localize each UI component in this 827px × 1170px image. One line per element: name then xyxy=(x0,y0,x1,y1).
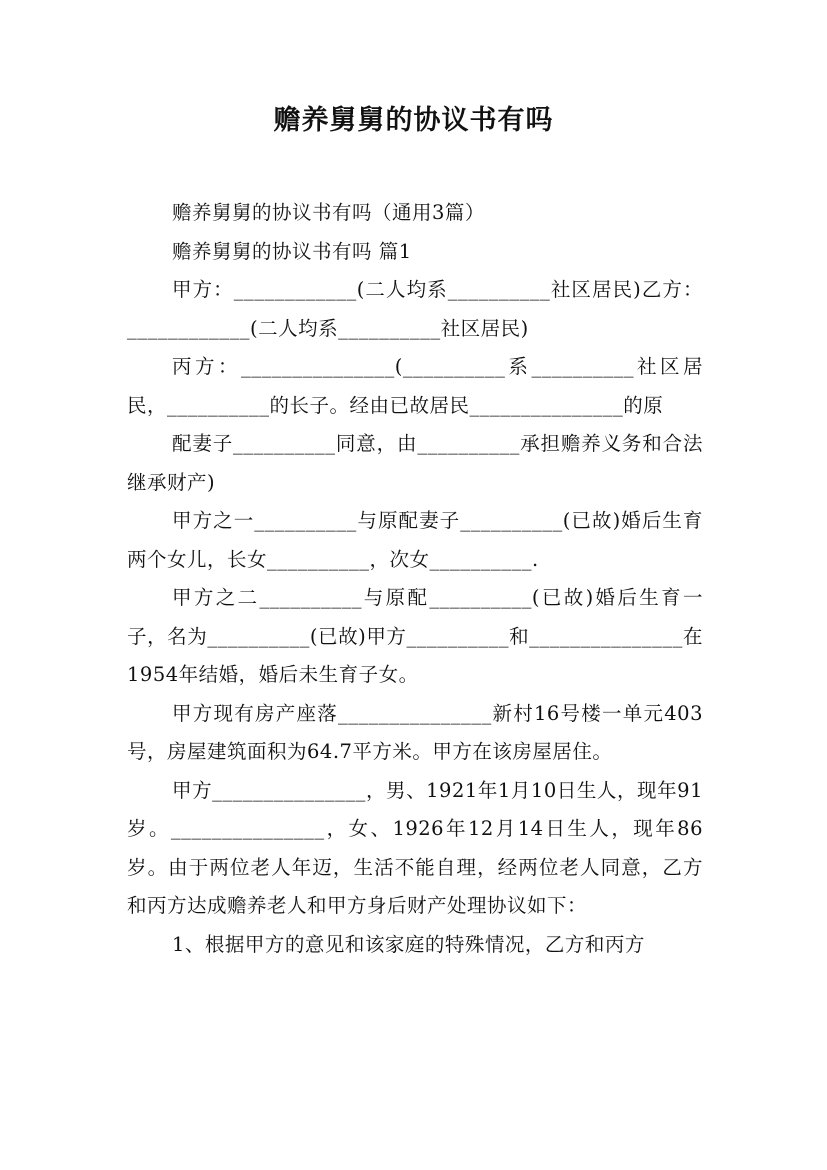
property-paragraph: 甲方现有房产座落_______________新村16号楼一单元403号，房屋建筑面积为64.7平方米。甲方在该房屋居住。 xyxy=(127,701,703,763)
document-title: 赡养舅舅的协议书有吗 xyxy=(273,105,554,136)
party-c-paragraph: 丙方：_______________(__________系__________社区居民，__________的长子。经由已故居民_______________的原 xyxy=(127,355,703,417)
consent-paragraph: 配妻子__________同意，由__________承担赡养义务和合法继承财产) xyxy=(127,432,703,494)
subtitle-paragraph: 赡养舅舅的协议书有吗（通用3篇） xyxy=(172,201,485,224)
clause-1-paragraph: 1、根据甲方的意见和该家庭的特殊情况，乙方和丙方 xyxy=(172,932,645,956)
party-a2-paragraph: 甲方之二__________与原配__________(已故)婚后生育一子，名为__________(已故)甲方__________和_______________在1954年结婚，婚后未生育子女。 xyxy=(127,586,703,686)
document-body xyxy=(127,194,703,964)
party-a-b-paragraph: 甲方：____________(二人均系__________社区居民)乙方：____________(二人均系__________社区居民) xyxy=(127,278,703,340)
party-a1-paragraph: 甲方之一__________与原配妻子__________(已故)婚后生育两个女儿，长女__________，次女__________. xyxy=(127,509,703,571)
elders-paragraph: 甲方_______________，男、1921年1月10日生人，现年91岁。_______________，女、1926年12月14日生人，现年86岁。由于两位老人年迈，生活不能自理，经两位老人同意，乙方和丙方达成赡养老人和甲方身后财产处理协议如下： xyxy=(127,778,703,917)
section-heading: 赡养舅舅的协议书有吗 篇1 xyxy=(172,239,412,263)
